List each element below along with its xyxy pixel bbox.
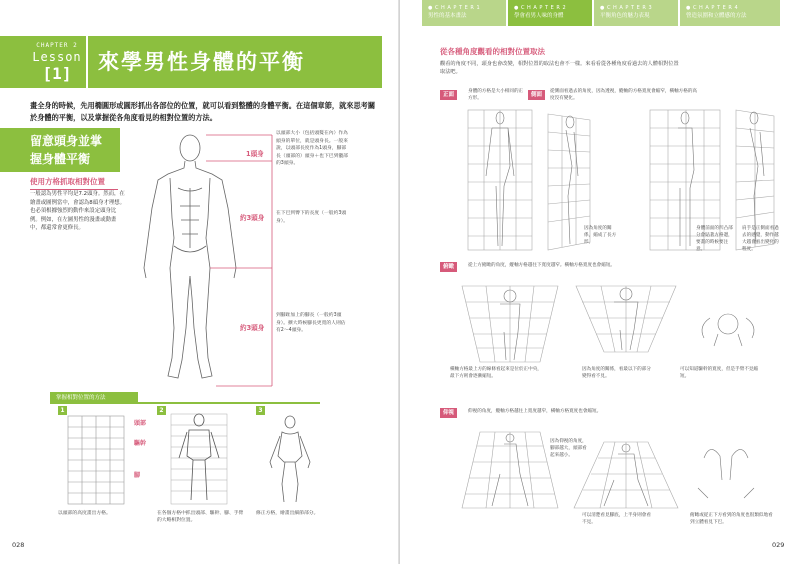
chapter-tab-4-label: ● C H A P T E R 4 [686, 5, 739, 11]
chapter-tab-3[interactable] [594, 0, 678, 26]
annotation-head: 以頭部大小（包括頭髮在內）作為頭身的單位，就是頭身長。一般來說，以頭部長度作為1頭身，腳部長（頭部的）頭身＋也下巴到髖部的3頭身。 [276, 131, 348, 166]
chapter-tab-2-label: ● C H A P T E R 2 [514, 5, 567, 11]
steps-heading: 掌握相對位置的方法 [50, 392, 138, 402]
side-note-1: 因為角度的關係，縮成了長方形。 [584, 226, 617, 245]
low-angle-note-2: 可以清楚看見腳底，上半身則會看不見。 [582, 513, 651, 525]
front-note: 身體的方格是大小相同的正方形。 [468, 89, 524, 101]
low-angle-intro: 仰視的角度，縱軸方格越往上寬度越窄，橫軸方格寬度也會縮短。 [468, 409, 602, 414]
side-note-2: 身體前面的凹凸部分會貼著方格邊，要畫的時候要注意。 [696, 226, 733, 252]
step-2-caption: 在各個方格中抓出頭部、驅幹、腳、手臂的大略相對位置。 [157, 511, 244, 523]
right-intro: 觀看的角度不同，頭身也會改變，相對位置的取法也會不一樣。來看看從各種角度看過去的人體相對位置取法吧。 [440, 61, 679, 75]
low-angle-note-3: 俯瞰或從正下方看到的角度也很類似地看到立體看見下巴。 [690, 513, 773, 525]
label-3-head-torso: 約3頭身 [240, 214, 265, 222]
page-number-left: 028 [12, 541, 25, 549]
step-3-caption: 修正方格，繪畫出細節部分。 [256, 511, 319, 516]
step-1-number: 1 [58, 406, 67, 415]
step-3-figure [258, 414, 322, 506]
step-1-grid [64, 414, 134, 506]
tag-side: 側面 [528, 90, 545, 100]
section-heading [0, 128, 120, 172]
right-section-title: 從各種角度觀看的相對位置取法 [440, 47, 545, 56]
chapter-tab-1[interactable] [422, 0, 506, 26]
sub-heading: 使用方格抓取相對位置 [30, 176, 118, 190]
chapter-tab-4-title: 營造氛圍和立體感的方法 [686, 13, 747, 19]
lesson-chapter: CHAPTER 2 [36, 42, 78, 49]
section-heading-line1: 留意頭身並掌 [30, 134, 103, 148]
body-text: 一般認為男性平均是7.2頭身。然而，在繪畫或圖例當中，會認為8頭身才理想。也必須根據強烈的動作來設定頭身比例。例如，在左圖男性的漫畫或動畫中，都還常會更修長。 [30, 191, 126, 232]
lesson-badge [28, 36, 88, 88]
step-1-caption: 以頭部的高度畫出方格。 [58, 511, 111, 516]
section-heading-line2: 握身體平衡 [30, 152, 91, 166]
step-3-number: 3 [256, 406, 265, 415]
high-angle-note-1: 橫軸方格最上方的線條看起來是位於正中央，最下方則會逐漸縮短。 [450, 367, 542, 379]
page-number-right: 029 [772, 541, 785, 549]
lesson-number: [1] [42, 64, 72, 83]
step-1-label-torso: 驅幹 [134, 440, 147, 447]
low-angle-note-1: 因為仰視的角度，腳部越大，頭部看起來越小。 [550, 439, 587, 458]
chapter-tab-2-title: 學會看男人味的身體 [514, 13, 564, 19]
annotation-torso: 在下巴到臀下的長度（一般約3頭身）。 [276, 211, 347, 224]
page-title: 來學男性身體的平衡 [98, 50, 305, 74]
chapter-tab-1-title: 男性的基本畫法 [428, 13, 467, 19]
high-angle-intro: 從上方俯瞰的角度，縱軸方格越往下寬度越窄。橫軸方格寬度也會縮短。 [468, 263, 616, 268]
male-figure-illustration [130, 128, 280, 390]
step-2-figure [165, 412, 235, 508]
step-1-label-head: 頭部 [134, 420, 147, 427]
chapter-tab-3-title: 平衡角色的魅力表現 [600, 13, 650, 19]
step-1-label-legs: 腳 [134, 472, 141, 479]
chapter-tab-1-label: ● C H A P T E R 1 [428, 5, 481, 11]
side-note: 從側面看過去的角度，因為透視，縱軸的方格寬度會縮窄，橫軸方格的高度沒有變化。 [550, 89, 698, 101]
label-3-head-legs: 約3頭身 [240, 324, 265, 332]
steps-divider [50, 402, 320, 404]
label-1-head: 1頭身 [246, 150, 264, 158]
high-angle-figures [458, 282, 778, 364]
right-page [400, 0, 799, 564]
chapter-tab-3-label: ● C H A P T E R 3 [600, 5, 653, 11]
intro-text: 畫全身的時候，先用橢圓形或圓形抓出各部位的位置，就可以看到整體的身體平衡。在這個章節，就來思考關於身體的平衡，以及掌握從各角度看見的相對位置的方法。 [30, 101, 376, 122]
low-angle-figures [458, 428, 778, 512]
chapter-tab-2[interactable] [508, 0, 592, 26]
step-2-number: 2 [157, 406, 166, 415]
tag-low-angle: 仰視 [440, 408, 457, 418]
left-page [0, 0, 399, 564]
tag-high-angle: 俯瞰 [440, 262, 457, 272]
high-angle-note-3: 可以知道驅幹的寬度，但是手臂不見縮短。 [680, 367, 759, 379]
chapter-tab-4[interactable] [680, 0, 780, 26]
side-note-3: 肩手是正側面看過去的感覺，動作越大越會看出變化的程度。 [742, 226, 779, 252]
annotation-legs: 到腳趾加上的腳長（一般約3頭身）。擴大時候腳長更寬的人則佔有2～4頭身。 [276, 313, 346, 333]
tag-front: 正面 [440, 90, 457, 100]
lesson-label: Lesson [32, 50, 82, 64]
high-angle-note-2: 因為角度的關係，看最以下的部分變得看不見。 [582, 367, 651, 379]
